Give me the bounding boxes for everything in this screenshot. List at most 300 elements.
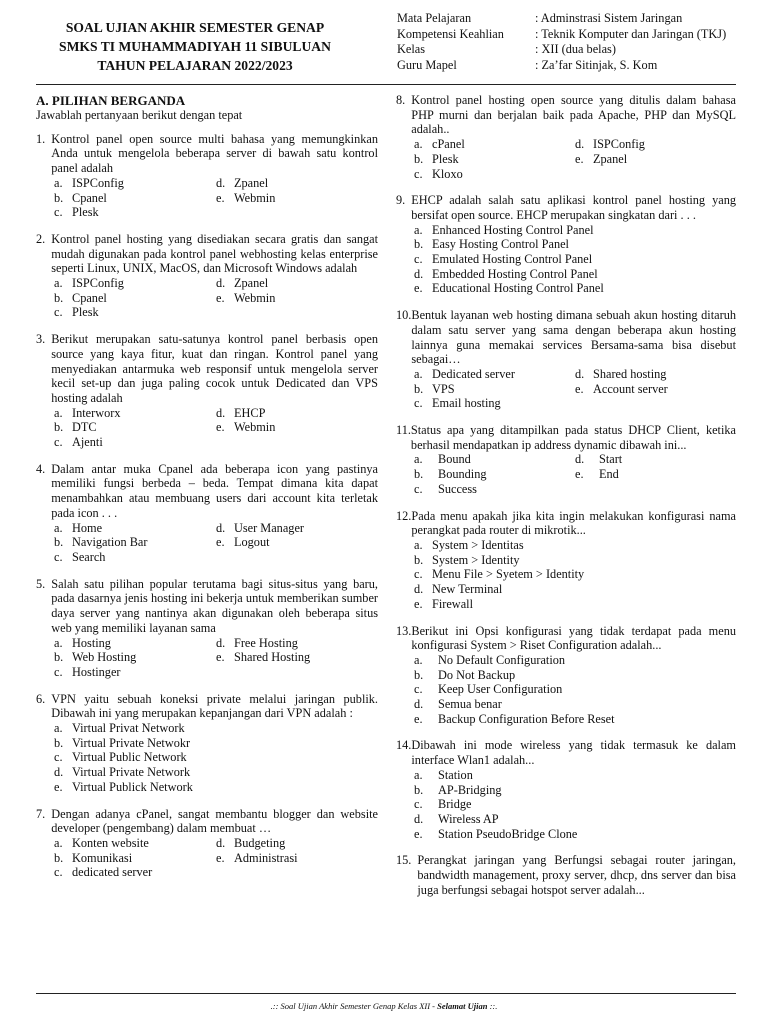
answer-options	[36, 836, 378, 880]
question-text: Dibawah ini mode wireless yang tidak termasuk ke dalam interface Wlan1 adalah...	[411, 738, 736, 768]
answer-option[interactable]	[414, 783, 736, 798]
option-letter: a.	[54, 721, 63, 736]
section-instruction: Jawablah pertanyaan berikut dengan tepat	[36, 108, 243, 122]
answer-option[interactable]	[414, 467, 575, 482]
option-text: Cpanel	[72, 290, 107, 305]
option-text: Bound	[438, 452, 471, 467]
option-letter: c.	[414, 396, 423, 411]
option-text: Ajenti	[72, 435, 103, 450]
option-text: EHCP	[234, 405, 266, 420]
option-letter: e.	[414, 826, 423, 841]
option-text: Account server	[593, 381, 668, 396]
question-number: 14.	[396, 738, 412, 753]
option-letter: b.	[54, 735, 64, 750]
option-letter: d.	[414, 582, 424, 597]
answer-option[interactable]	[216, 836, 378, 851]
option-text: ISPConfig	[593, 137, 645, 152]
answer-option[interactable]	[414, 682, 736, 697]
option-letter: d.	[216, 175, 226, 190]
option-text: Interworx	[72, 405, 121, 420]
answer-option[interactable]	[414, 167, 575, 182]
question-stem	[36, 577, 378, 636]
option-letter: c.	[414, 682, 423, 697]
answer-option[interactable]	[54, 176, 216, 191]
question-number: 3.	[36, 332, 46, 347]
option-text: Station PseudoBridge Clone	[438, 826, 578, 841]
header-year: TAHUN PELAJARAN 2022/2023	[97, 58, 293, 73]
option-letter: d.	[216, 520, 226, 535]
answer-option[interactable]	[575, 367, 736, 382]
option-letter: c.	[414, 252, 423, 267]
answer-option[interactable]	[216, 650, 378, 665]
option-letter: e.	[216, 190, 225, 205]
answer-options	[396, 768, 736, 842]
question-number: 7.	[36, 806, 46, 821]
option-letter: a.	[54, 835, 63, 850]
answer-option[interactable]	[54, 750, 378, 765]
question-stem	[396, 853, 736, 897]
option-letter: d.	[414, 811, 424, 826]
question-7	[36, 807, 378, 881]
option-text: Dedicated server	[432, 366, 515, 381]
option-text: Administrasi	[234, 850, 298, 865]
answer-option[interactable]	[54, 406, 216, 421]
option-letter: e.	[216, 535, 225, 550]
option-text: Cpanel	[72, 190, 107, 205]
footer-strong: Selamat Ujian	[437, 1001, 488, 1011]
question-2	[36, 232, 378, 320]
answer-options	[36, 406, 378, 450]
option-letter: a.	[414, 537, 423, 552]
option-text: End	[599, 467, 619, 482]
option-letter: b.	[414, 237, 424, 252]
option-letter: c.	[414, 481, 423, 496]
answer-option[interactable]	[414, 712, 736, 727]
option-text: Shared Hosting	[234, 650, 311, 665]
answer-option[interactable]	[414, 668, 736, 683]
option-text: Plesk	[72, 205, 99, 220]
answer-option[interactable]	[575, 152, 736, 167]
question-stem	[36, 692, 378, 721]
option-letter: b.	[414, 151, 424, 166]
question-10	[396, 308, 736, 411]
answer-option[interactable]	[414, 553, 736, 568]
option-letter: c.	[54, 205, 63, 220]
left-column	[36, 93, 378, 892]
answer-option[interactable]	[575, 467, 736, 482]
option-letter: e.	[414, 596, 423, 611]
question-stem	[396, 93, 736, 137]
question-text: Dengan adanya cPanel, sangat membantu blogger dan website developer (pengembang) dalam membuat …	[51, 806, 378, 836]
option-text: Do Not Backup	[438, 667, 516, 682]
answer-option[interactable]	[414, 797, 736, 812]
option-text: Hostinger	[72, 664, 121, 679]
option-text: Menu File > Syetem > Identity	[432, 567, 585, 582]
question-stem	[396, 624, 736, 653]
option-text: Virtual Privat Network	[72, 721, 185, 736]
option-letter: e.	[414, 281, 423, 296]
option-text: Start	[599, 452, 623, 467]
option-text: User Manager	[234, 520, 304, 535]
question-text: Berikut ini Opsi konfigurasi yang tidak terdapat pada menu konfigurasi System > Riset Configuration adalah...	[411, 623, 736, 653]
question-13	[396, 624, 736, 727]
option-letter: e.	[216, 290, 225, 305]
header-divider	[36, 84, 736, 85]
question-text: Status apa yang ditampilkan pada status DHCP Client, ketika berhasil mendapatkan ip address dynamic dibawah ini...	[410, 423, 736, 452]
question-stem	[396, 308, 736, 367]
question-number: 4.	[36, 461, 46, 476]
answer-option[interactable]	[216, 406, 378, 421]
option-letter: c.	[54, 549, 63, 564]
question-number: 5.	[36, 576, 46, 591]
option-letter: e.	[575, 151, 584, 166]
option-letter: d.	[54, 765, 64, 780]
answer-option[interactable]	[54, 435, 216, 450]
option-letter: a.	[54, 405, 63, 420]
question-number: 15.	[396, 853, 412, 868]
answer-option[interactable]	[414, 827, 736, 842]
option-text: Keep User Configuration	[438, 682, 563, 697]
answer-option[interactable]	[54, 836, 216, 851]
answer-option[interactable]	[54, 291, 216, 306]
question-stem	[36, 807, 378, 836]
answer-option[interactable]	[414, 697, 736, 712]
answer-option[interactable]	[54, 305, 216, 320]
header-title: SOAL UJIAN AKHIR SEMESTER GENAP	[65, 20, 325, 35]
option-letter: d.	[216, 405, 226, 420]
option-text: Budgeting	[234, 835, 286, 850]
option-letter: a.	[414, 452, 423, 467]
option-text: AP-Bridging	[438, 782, 502, 797]
answer-option[interactable]	[216, 276, 378, 291]
option-letter: a.	[54, 276, 63, 291]
option-letter: c.	[54, 305, 63, 320]
answer-option[interactable]	[216, 291, 378, 306]
answer-options	[36, 636, 378, 680]
option-text: Virtual Publick Network	[72, 779, 193, 794]
answer-option[interactable]	[54, 191, 216, 206]
question-text: Pada menu apakah jika kita ingin melakukan konfigurasi nama perangkat pada router di mikrotik...	[411, 508, 736, 538]
option-text: Home	[72, 520, 103, 535]
answer-option[interactable]	[54, 205, 216, 220]
option-text: Zpanel	[593, 151, 628, 166]
answer-option[interactable]	[414, 252, 736, 267]
answer-option[interactable]	[54, 780, 378, 795]
answer-option[interactable]	[216, 420, 378, 435]
option-letter: c.	[54, 435, 63, 450]
question-stem	[36, 462, 378, 521]
question-text: Berikut merupakan satu-satunya kontrol panel berbasis open source yang kaya fitur, kuat dan ringan. Kontrol panel yang menyediakan antarmuka web responsif untuk mengelola server kecil set-up dan juga paling cocok untuk Dedicated dan VPS hosting adalah	[51, 332, 378, 405]
answer-option[interactable]	[414, 452, 575, 467]
option-letter: e.	[216, 850, 225, 865]
answer-options	[396, 653, 736, 727]
answer-options	[36, 521, 378, 565]
question-stem	[396, 738, 736, 767]
option-text: Backup Configuration Before Reset	[438, 711, 615, 726]
answer-option[interactable]	[414, 367, 575, 382]
option-letter: e.	[216, 420, 225, 435]
option-text: Plesk	[72, 305, 99, 320]
option-letter: b.	[54, 850, 64, 865]
option-letter: a.	[54, 635, 63, 650]
option-letter: d.	[575, 452, 585, 467]
question-8	[396, 93, 736, 181]
option-text: Zpanel	[234, 276, 269, 291]
option-letter: b.	[414, 552, 424, 567]
answer-option[interactable]	[54, 521, 216, 536]
question-1	[36, 132, 378, 220]
option-text: Virtual Private Netwokr	[72, 735, 191, 750]
answer-option[interactable]	[414, 567, 736, 582]
option-text: Webmin	[234, 420, 276, 435]
question-12	[396, 509, 736, 612]
option-text: Station	[438, 767, 473, 782]
answer-option[interactable]	[414, 137, 575, 152]
option-text: Success	[438, 481, 477, 496]
question-4	[36, 462, 378, 565]
option-text: Bridge	[438, 797, 472, 812]
header-school: SMKS TI MUHAMMADIYAH 11 SIBULUAN	[59, 39, 331, 54]
meta-subject: Mata Pelajaran : Adminstrasi Sistem Jaringan	[397, 11, 683, 25]
option-letter: a.	[414, 137, 423, 152]
answer-options	[396, 538, 736, 612]
option-text: New Terminal	[432, 582, 503, 597]
exam-header	[30, 18, 360, 75]
question-number: 12.	[396, 508, 412, 523]
answer-option[interactable]	[54, 736, 378, 751]
page-footer	[0, 1001, 768, 1011]
option-text: Navigation Bar	[72, 535, 148, 550]
option-text: Plesk	[432, 151, 459, 166]
meta-competency: Kompetensi Keahlian : Teknik Komputer dan Jaringan (TKJ)	[397, 26, 727, 41]
option-letter: e.	[575, 467, 584, 482]
option-letter: d.	[414, 697, 424, 712]
question-9	[396, 193, 736, 296]
option-letter: d.	[216, 835, 226, 850]
option-text: System > Identitas	[432, 537, 524, 552]
option-text: cPanel	[432, 137, 465, 152]
option-letter: e.	[54, 779, 63, 794]
answer-option[interactable]	[54, 650, 216, 665]
option-letter: d.	[216, 276, 226, 291]
question-number: 1.	[36, 131, 46, 146]
option-text: Komunikasi	[72, 850, 133, 865]
option-text: Virtual Public Network	[72, 750, 187, 765]
option-text: Virtual Private Network	[72, 765, 191, 780]
question-stem	[36, 132, 378, 176]
question-text: Kontrol panel hosting yang disediakan secara gratis dan sangat mudah digunakan pada kontrol panel webhosting kelas enterprise seperti Linux, UNIX, MacOS, dan Microsoft Windows adalah	[51, 231, 378, 276]
answer-options	[396, 223, 736, 297]
option-letter: a.	[414, 767, 423, 782]
answer-options	[396, 367, 736, 411]
option-text: Shared hosting	[593, 366, 667, 381]
option-text: Webmin	[234, 190, 276, 205]
answer-option[interactable]	[414, 597, 736, 612]
option-text: Free Hosting	[234, 635, 298, 650]
option-letter: b.	[54, 650, 64, 665]
option-text: Firewall	[432, 596, 473, 611]
answer-option[interactable]	[216, 521, 378, 536]
option-text: ISPConfig	[72, 276, 124, 291]
option-text: Bounding	[438, 467, 487, 482]
option-letter: d.	[575, 137, 585, 152]
option-letter: b.	[414, 667, 424, 682]
answer-option[interactable]	[414, 237, 736, 252]
question-text: EHCP adalah salah satu aplikasi kontrol panel hosting yang bersifat open source. EHCP merupakan singkatan dari . . .	[411, 193, 736, 222]
option-text: Kloxo	[432, 166, 463, 181]
answer-options	[36, 721, 378, 795]
option-letter: b.	[54, 290, 64, 305]
footer-text: .:: Soal Ujian Akhir Semester Genap Kelas XII -	[270, 1001, 438, 1011]
option-text: System > Identity	[432, 552, 520, 567]
option-letter: d.	[414, 266, 424, 281]
answer-options	[36, 276, 378, 320]
answer-option[interactable]	[414, 267, 736, 282]
option-letter: c.	[414, 567, 423, 582]
answer-option[interactable]	[414, 223, 736, 238]
option-letter: a.	[414, 652, 423, 667]
answer-option[interactable]	[414, 396, 575, 411]
exam-meta	[397, 11, 757, 73]
footer-divider	[36, 993, 736, 994]
question-5	[36, 577, 378, 680]
answer-option[interactable]	[216, 636, 378, 651]
option-text: Email hosting	[432, 396, 501, 411]
option-letter: c.	[54, 664, 63, 679]
question-number: 10.	[396, 308, 412, 323]
option-letter: c.	[414, 166, 423, 181]
answer-option[interactable]	[54, 550, 216, 565]
question-stem	[396, 423, 736, 452]
answer-option[interactable]	[575, 137, 736, 152]
question-stem	[36, 232, 378, 276]
answer-option[interactable]	[54, 535, 216, 550]
answer-option[interactable]	[54, 276, 216, 291]
answer-option[interactable]	[414, 653, 736, 668]
option-letter: e.	[575, 381, 584, 396]
answer-option[interactable]	[414, 281, 736, 296]
right-column	[396, 93, 736, 909]
option-letter: b.	[54, 190, 64, 205]
option-text: No Default Configuration	[438, 652, 566, 667]
option-text: Easy Hosting Control Panel	[432, 237, 569, 252]
answer-option[interactable]	[414, 482, 575, 497]
option-text: Webmin	[234, 290, 276, 305]
answer-option[interactable]	[575, 382, 736, 397]
option-letter: a.	[414, 366, 423, 381]
option-letter: b.	[54, 420, 64, 435]
option-letter: d.	[216, 635, 226, 650]
option-letter: a.	[414, 222, 423, 237]
answer-option[interactable]	[414, 812, 736, 827]
question-6	[36, 692, 378, 795]
question-text: Dalam antar muka Cpanel ada beberapa icon yang pastinya memiliki fungsi berbeda – beda. Tempat dimana kita dapat menambahkan atau membuang users dari account kita terletak pada icon . . .	[51, 461, 378, 520]
option-letter: b.	[414, 782, 424, 797]
question-number: 11.	[396, 423, 411, 438]
footer-end: ::.	[487, 1001, 498, 1011]
option-letter: c.	[414, 797, 423, 812]
answer-option[interactable]	[54, 721, 378, 736]
answer-options	[396, 452, 736, 496]
answer-option[interactable]	[414, 152, 575, 167]
option-letter: c.	[54, 750, 63, 765]
option-text: Konten website	[72, 835, 149, 850]
answer-option[interactable]	[414, 382, 575, 397]
option-letter: e.	[414, 711, 423, 726]
option-letter: a.	[54, 175, 63, 190]
meta-teacher: Guru Mapel : Za’far Sitinjak, S. Kom	[397, 57, 658, 72]
answer-option[interactable]	[54, 636, 216, 651]
question-3	[36, 332, 378, 450]
option-letter: e.	[216, 650, 225, 665]
option-text: DTC	[72, 420, 97, 435]
question-14	[396, 738, 736, 841]
answer-option[interactable]	[54, 851, 216, 866]
answer-option[interactable]	[54, 765, 378, 780]
option-text: Wireless AP	[438, 811, 499, 826]
question-number: 9.	[396, 193, 406, 208]
option-text: ISPConfig	[72, 175, 124, 190]
question-number: 13.	[396, 623, 412, 638]
option-letter: c.	[54, 865, 63, 880]
answer-option[interactable]	[216, 535, 378, 550]
option-text: VPS	[432, 381, 455, 396]
question-stem	[396, 509, 736, 538]
answer-options	[396, 137, 736, 181]
question-11	[396, 423, 736, 497]
option-text: Search	[72, 549, 106, 564]
question-text: Perangkat jaringan yang Berfungsi sebagai router jaringan, bandwidth management, proxy server, dhcp, dns server dan bisa juga berfungsi sebagai hotspot server adalah...	[417, 853, 736, 897]
option-letter: b.	[54, 535, 64, 550]
question-number: 8.	[396, 93, 406, 107]
answer-option[interactable]	[216, 191, 378, 206]
option-text: Hosting	[72, 635, 111, 650]
option-text: Logout	[234, 535, 270, 550]
question-text: Salah satu pilihan popular terutama bagi situs-situs yang baru, pada dasarnya jenis hosting ini bekerja untuk memberikan sumber daya server yang nantinya akan digunakan oleh beberapa situs web yang memiliki layanan sama	[51, 576, 378, 635]
option-text: Educational Hosting Control Panel	[432, 281, 604, 296]
option-text: Semua benar	[438, 697, 502, 712]
question-number: 2.	[36, 231, 46, 246]
answer-option[interactable]	[216, 176, 378, 191]
option-letter: b.	[414, 467, 424, 482]
question-text: VPN yaitu sebuah koneksi private melalui jaringan publik. Dibawah ini yang merupakan kepanjangan dari VPN adalah :	[51, 691, 378, 721]
question-stem	[396, 193, 736, 222]
question-text: Kontrol panel hosting open source yang ditulis dalam bahasa PHP murni dan berjalan baik pada Apache, PHP dan MySQL adalah..	[411, 93, 736, 137]
answer-option[interactable]	[54, 665, 216, 680]
question-text: Bentuk layanan web hosting dimana sebuah akun hosting ditaruh dalam satu server yang sama dengan beberapa akun hosting lainnya guna memakai services Bersama-sama bisa disebut sebagai…	[411, 308, 736, 367]
section-title: A. PILIHAN BERGANDA	[36, 93, 186, 108]
option-text: Web Hosting	[72, 650, 137, 665]
answer-option[interactable]	[575, 452, 736, 467]
option-letter: b.	[414, 381, 424, 396]
question-15	[396, 853, 736, 897]
answer-option[interactable]	[216, 851, 378, 866]
option-text: Zpanel	[234, 175, 269, 190]
option-text: Embedded Hosting Control Panel	[432, 266, 598, 281]
answer-option[interactable]	[54, 420, 216, 435]
answer-option[interactable]	[54, 865, 216, 880]
question-text: Kontrol panel open source multi bahasa yang memungkinkan Anda untuk mengelola beberapa server di bawah satu kontrol panel adalah	[51, 131, 378, 176]
question-number: 6.	[36, 691, 46, 706]
option-letter: a.	[54, 520, 63, 535]
answer-option[interactable]	[414, 768, 736, 783]
question-stem	[36, 332, 378, 406]
answer-option[interactable]	[414, 582, 736, 597]
option-letter: d.	[575, 366, 585, 381]
option-text: Emulated Hosting Control Panel	[432, 252, 593, 267]
answer-options	[36, 176, 378, 220]
answer-option[interactable]	[414, 538, 736, 553]
